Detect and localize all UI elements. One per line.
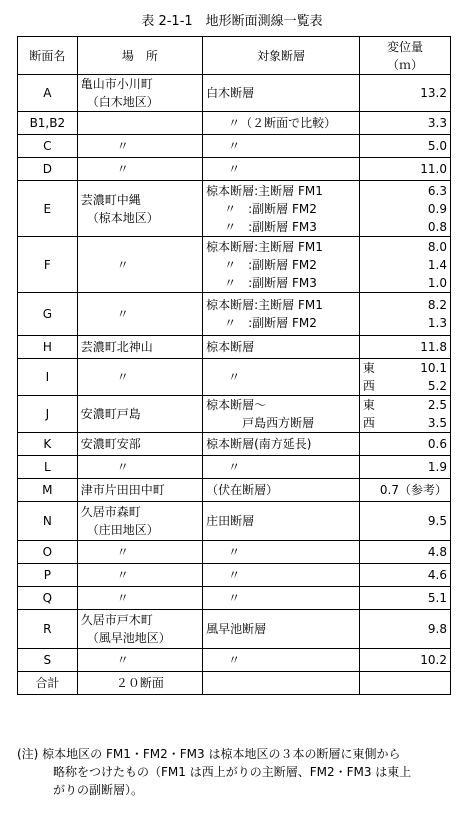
cell-section-name: S	[18, 649, 78, 672]
footnote-line-2: 略称をつけたもの（FM1 は西上がりの主断層、FM2・FM3 は東上	[53, 765, 412, 779]
survey-line-table	[17, 36, 451, 695]
cell-fault	[203, 181, 360, 237]
fault-line: 〃	[228, 139, 241, 153]
value-line: 0.8	[427, 219, 447, 234]
value-line: 8.0	[427, 239, 447, 254]
header-place: 場 所	[77, 37, 202, 75]
total-label: 合計	[18, 672, 78, 695]
cell-fault	[203, 359, 360, 396]
total-empty-cell	[359, 672, 450, 695]
place-line: 安濃町安部	[80, 437, 141, 451]
place-line: （椋本地区）	[86, 210, 159, 225]
cell-place	[77, 359, 202, 396]
cell-place	[77, 541, 202, 564]
value-line: 9.5	[427, 514, 447, 528]
place-line: 芸濃町北神山	[80, 340, 153, 354]
cell-fault	[203, 158, 360, 181]
cell-displacement	[359, 610, 450, 649]
cell-section-name: C	[18, 135, 78, 158]
place-line: 〃	[116, 568, 129, 582]
cell-fault	[203, 479, 360, 502]
cell-place	[77, 433, 202, 456]
total-value: ２０断面	[77, 672, 202, 695]
table-row	[18, 293, 451, 336]
place-line: 〃	[116, 545, 129, 559]
cell-section-name: Q	[18, 587, 78, 610]
cell-section-name: N	[18, 502, 78, 541]
place-line: 〃	[116, 653, 129, 667]
cell-section-name: E	[18, 181, 78, 237]
cell-displacement	[359, 479, 450, 502]
footnote-line-3: がりの副断層）。	[53, 783, 144, 797]
value-line: 5.2	[427, 379, 447, 393]
fault-line: 〃（２断面で比較）	[228, 116, 337, 130]
table-row	[18, 75, 451, 112]
cell-fault	[203, 587, 360, 610]
fault-line: 〃	[228, 653, 241, 667]
fault-line: （伏在断層）	[206, 483, 279, 497]
cell-displacement	[359, 396, 450, 433]
cell-section-name: H	[18, 336, 78, 359]
fault-line: 〃 :副断層 FM3	[224, 219, 317, 234]
cell-fault	[203, 541, 360, 564]
cell-fault	[203, 610, 360, 649]
direction-label: 東	[362, 398, 375, 412]
table-row	[18, 502, 451, 541]
fault-line: 椋本断層～	[206, 398, 267, 412]
cell-displacement	[359, 649, 450, 672]
cell-fault	[203, 396, 360, 433]
fault-line: 椋本断層:主断層 FM1	[206, 183, 323, 198]
direction-label: 東	[362, 361, 375, 375]
cell-place	[77, 456, 202, 479]
fault-line: 椋本断層(南方延長)	[206, 437, 312, 451]
place-line: 〃	[116, 591, 129, 605]
fault-line: 椋本断層	[206, 340, 255, 354]
fault-line: 庄田断層	[206, 514, 255, 528]
table-row	[18, 433, 451, 456]
table-row	[18, 587, 451, 610]
header-value: 変位量 （ｍ）	[359, 37, 450, 75]
cell-displacement	[359, 135, 450, 158]
cell-place	[77, 396, 202, 433]
fault-line: 〃	[228, 591, 241, 605]
table-row	[18, 112, 451, 135]
value-line: 1.4	[427, 257, 447, 272]
cell-place	[77, 237, 202, 293]
cell-section-name: P	[18, 564, 78, 587]
place-line: 久居市戸木町	[80, 613, 153, 627]
cell-place	[77, 587, 202, 610]
value-line: 11.0	[420, 162, 447, 176]
value-line: 3.3	[427, 116, 447, 130]
footnote	[17, 745, 457, 799]
value-line: 2.5	[427, 398, 447, 412]
direction-label: 西	[362, 416, 375, 430]
cell-section-name: M	[18, 479, 78, 502]
cell-displacement	[359, 158, 450, 181]
value-line: 3.5	[427, 416, 447, 430]
cell-displacement	[359, 564, 450, 587]
value-line: 0.9	[427, 201, 447, 216]
table-row	[18, 610, 451, 649]
cell-place	[77, 502, 202, 541]
fault-line: 〃 :副断層 FM2	[224, 316, 317, 330]
table-row	[18, 237, 451, 293]
cell-fault	[203, 75, 360, 112]
cell-displacement	[359, 112, 450, 135]
fault-line: 〃	[228, 370, 241, 384]
table-row	[18, 649, 451, 672]
cell-fault	[203, 456, 360, 479]
value-line: 10.2	[420, 653, 447, 667]
place-line: 芸濃町中縄	[80, 192, 141, 207]
place-line: 亀山市小川町	[80, 77, 153, 91]
table-row	[18, 479, 451, 502]
fault-line: 〃	[228, 162, 241, 176]
table-row	[18, 336, 451, 359]
fault-line: 戸島西方断層	[242, 416, 315, 430]
cell-fault	[203, 336, 360, 359]
fault-line: 椋本断層:主断層 FM1	[206, 239, 323, 254]
value-line: 4.6	[427, 568, 447, 582]
place-line: 〃	[116, 162, 129, 176]
table-row	[18, 456, 451, 479]
cell-section-name: R	[18, 610, 78, 649]
value-line: 0.6	[427, 437, 447, 451]
table-title: 表 2-1-1 地形断面測線一覧表	[141, 14, 323, 29]
cell-section-name: J	[18, 396, 78, 433]
cell-fault	[203, 112, 360, 135]
cell-displacement	[359, 237, 450, 293]
place-line: 〃	[116, 257, 129, 272]
cell-place	[77, 336, 202, 359]
cell-fault	[203, 433, 360, 456]
cell-displacement	[359, 456, 450, 479]
cell-place	[77, 564, 202, 587]
cell-place	[77, 610, 202, 649]
cell-section-name: B1,B2	[18, 112, 78, 135]
cell-displacement	[359, 293, 450, 336]
cell-place	[77, 75, 202, 112]
table-row	[18, 541, 451, 564]
cell-place	[77, 112, 202, 135]
table-row	[18, 135, 451, 158]
value-line: 0.7（参考）	[379, 483, 447, 497]
cell-section-name: O	[18, 541, 78, 564]
cell-place	[77, 649, 202, 672]
cell-fault	[203, 564, 360, 587]
place-line: （白木地区）	[86, 95, 159, 109]
value-line: 5.1	[427, 591, 447, 605]
value-line: 1.0	[427, 275, 447, 290]
cell-displacement	[359, 587, 450, 610]
cell-fault	[203, 237, 360, 293]
table-row	[18, 158, 451, 181]
fault-line: 〃	[228, 545, 241, 559]
table-row	[18, 396, 451, 433]
cell-section-name: L	[18, 456, 78, 479]
cell-fault	[203, 293, 360, 336]
place-line: 津市片田田中町	[80, 483, 165, 497]
total-empty-cell	[203, 672, 360, 695]
place-line: （庄田地区）	[86, 523, 159, 537]
cell-displacement	[359, 541, 450, 564]
value-line: 8.2	[427, 298, 447, 312]
table-row	[18, 181, 451, 237]
cell-place	[77, 479, 202, 502]
place-line: 〃	[116, 307, 129, 321]
value-line: 9.8	[427, 622, 447, 636]
footnote-line-1: (注) 椋本地区の FM1・FM2・FM3 は椋本地区の３本の断層に東側から	[17, 747, 401, 761]
cell-section-name: A	[18, 75, 78, 112]
cell-displacement	[359, 75, 450, 112]
cell-place	[77, 181, 202, 237]
place-line: 〃	[116, 370, 129, 384]
cell-fault	[203, 135, 360, 158]
fault-line: 〃	[228, 568, 241, 582]
cell-section-name: F	[18, 237, 78, 293]
value-line: 1.9	[427, 460, 447, 474]
cell-place	[77, 293, 202, 336]
cell-displacement	[359, 181, 450, 237]
total-row	[18, 672, 451, 695]
place-line: （風早池地区）	[86, 631, 171, 645]
place-line: 〃	[116, 139, 129, 153]
direction-label: 西	[362, 379, 375, 393]
header-name: 断面名	[18, 37, 78, 75]
cell-place	[77, 158, 202, 181]
cell-place	[77, 135, 202, 158]
cell-displacement	[359, 359, 450, 396]
place-line: 安濃町戸島	[80, 407, 141, 421]
value-line: 13.2	[420, 86, 447, 100]
value-line: 5.0	[427, 139, 447, 153]
value-line: 1.3	[427, 316, 447, 330]
table-row	[18, 564, 451, 587]
fault-line: 椋本断層:主断層 FM1	[206, 298, 323, 312]
cell-section-name: K	[18, 433, 78, 456]
cell-displacement	[359, 433, 450, 456]
value-line: 6.3	[427, 183, 447, 198]
cell-fault	[203, 649, 360, 672]
place-line: 久居市森町	[80, 505, 141, 519]
cell-displacement	[359, 336, 450, 359]
cell-section-name: D	[18, 158, 78, 181]
cell-fault	[203, 502, 360, 541]
fault-line: 〃 :副断層 FM3	[224, 275, 317, 290]
cell-section-name: G	[18, 293, 78, 336]
place-line: 〃	[116, 460, 129, 474]
fault-line: 風早池断層	[206, 622, 267, 636]
fault-line: 〃 :副断層 FM2	[224, 257, 317, 272]
value-line: 10.1	[420, 361, 447, 375]
cell-section-name: I	[18, 359, 78, 396]
value-line: 11.8	[420, 340, 447, 354]
value-line: 4.8	[427, 545, 447, 559]
header-fault: 対象断層	[203, 37, 360, 75]
fault-line: 〃 :副断層 FM2	[224, 201, 317, 216]
fault-line: 白木断層	[206, 86, 255, 100]
table-row	[18, 359, 451, 396]
table-header-row	[18, 37, 451, 75]
cell-displacement	[359, 502, 450, 541]
fault-line: 〃	[228, 460, 241, 474]
